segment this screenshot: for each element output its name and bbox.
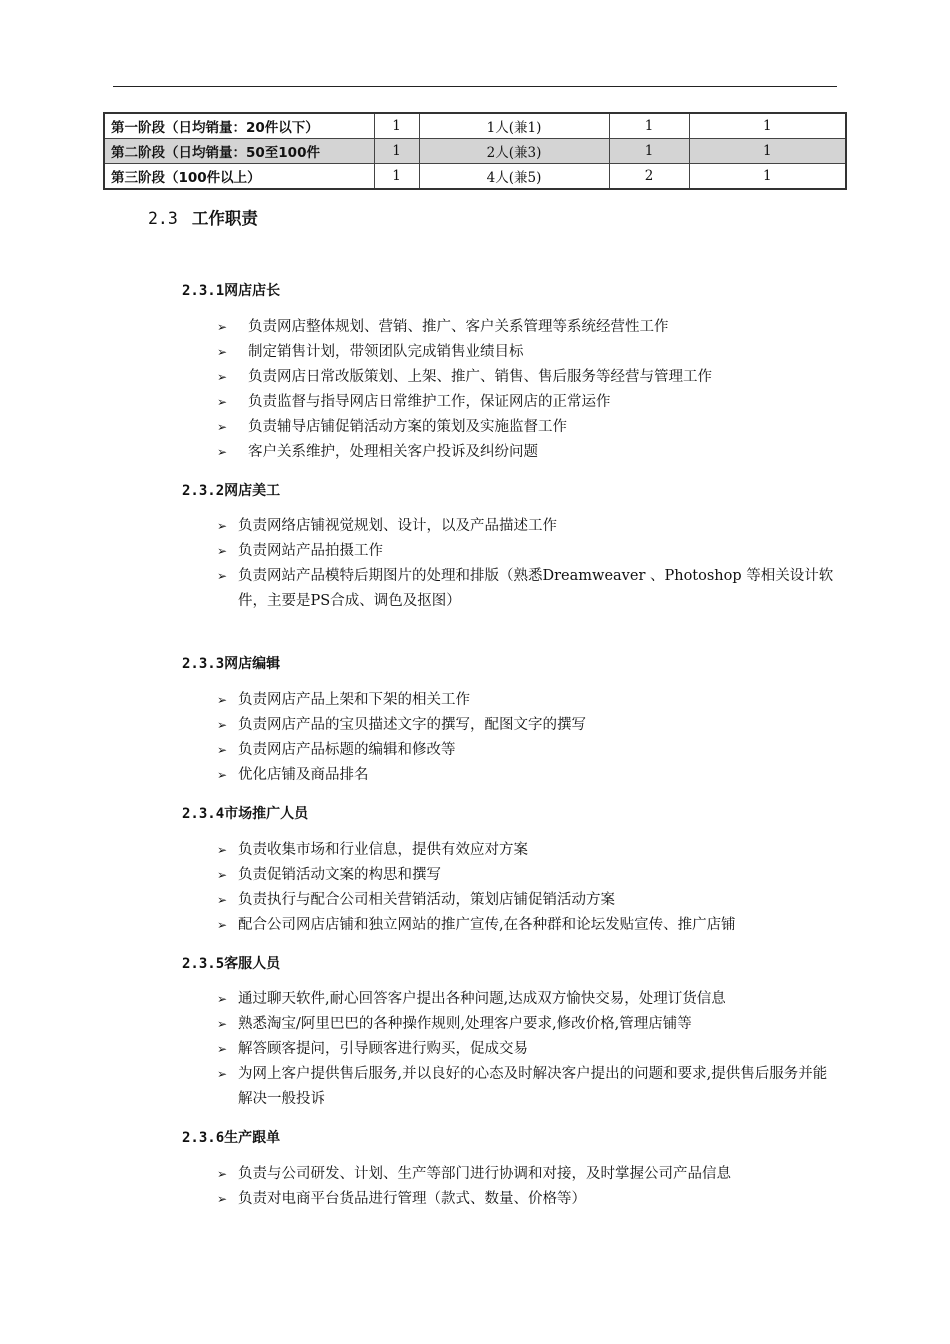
list-item: [217, 1187, 840, 1212]
subsection-number: 2.3.6: [182, 1130, 225, 1146]
subsection-heading: [182, 803, 308, 823]
subsection-title: 生产跟单: [224, 1130, 281, 1146]
arrow-bullet-icon: ➢: [217, 420, 228, 434]
list-item-text: 负责网站产品拍摄工作: [238, 543, 383, 559]
subsection-number: 2.3.5: [182, 956, 225, 972]
list-item: [217, 1037, 840, 1062]
list-item-text: 负责网店产品标题的编辑和修改等: [238, 742, 456, 758]
arrow-bullet-icon: ➢: [217, 768, 228, 782]
subsection-title: 网店店长: [224, 283, 281, 299]
arrow-bullet-icon: ➢: [217, 395, 228, 409]
list-item: [217, 514, 840, 539]
arrow-bullet-icon: ➢: [217, 718, 228, 732]
subsection-heading: [182, 280, 280, 300]
column-3-cell: 2: [609, 164, 689, 190]
list-item: [217, 315, 840, 340]
list-item-text: 负责网站产品模特后期图片的处理和排版（熟悉Dreamweaver 、Photoshop 等相关设计软件，主要是PS合成、调色及抠图）: [238, 568, 834, 609]
subsection-heading: [182, 653, 280, 673]
list-item: [217, 688, 840, 713]
list-item-text: 负责网店整体规划、营销、推广、客户关系管理等系统经营性工作: [248, 319, 669, 335]
subsection-heading: [182, 953, 280, 973]
subsection-title: 市场推广人员: [224, 806, 309, 822]
arrow-bullet-icon: ➢: [217, 893, 228, 907]
list-item: [217, 763, 840, 788]
subsection-number: 2.3.3: [182, 656, 225, 672]
subsection-title: 网店美工: [224, 483, 281, 499]
column-2-cell: 1人(兼1): [419, 113, 609, 139]
subsection-heading: [182, 480, 280, 500]
list-item: [217, 1012, 840, 1037]
arrow-bullet-icon: ➢: [217, 445, 228, 459]
arrow-bullet-icon: ➢: [217, 1167, 228, 1181]
table-row: [104, 113, 846, 139]
subsection-number: 2.3.1: [182, 283, 225, 299]
arrow-bullet-icon: ➢: [217, 743, 228, 757]
subsection-heading: [182, 1127, 280, 1147]
list-item-text: 负责网店产品的宝贝描述文字的撰写，配图文字的撰写: [238, 717, 586, 733]
table-row: [104, 164, 846, 190]
arrow-bullet-icon: ➢: [217, 992, 228, 1006]
arrow-bullet-icon: ➢: [217, 1017, 228, 1031]
list-item: [217, 390, 840, 415]
arrow-bullet-icon: ➢: [217, 843, 228, 857]
column-1-cell: 1: [374, 139, 419, 164]
stage-cell: 第二阶段（日均销量：50至100件: [104, 139, 374, 164]
list-item-text: 负责辅导店铺促销活动方案的策划及实施监督工作: [248, 419, 567, 435]
list-item-text: 优化店铺及商品排名: [238, 767, 369, 783]
list-item: [217, 564, 840, 614]
arrow-bullet-icon: ➢: [217, 569, 228, 583]
column-3-cell: 1: [609, 139, 689, 164]
column-1-cell: 1: [374, 113, 419, 139]
list-item: [217, 1062, 840, 1112]
arrow-bullet-icon: ➢: [217, 918, 228, 932]
column-2-cell: 4人(兼5): [419, 164, 609, 190]
list-item-text: 负责执行与配合公司相关营销活动，策划店铺促销活动方案: [238, 892, 615, 908]
list-item-text: 制定销售计划，带领团队完成销售业绩目标: [248, 344, 524, 360]
header-rule: [113, 86, 837, 87]
list-item: [217, 713, 840, 738]
list-item-text: 通过聊天软件,耐心回答客户提出各种问题,达成双方愉快交易，处理订货信息: [238, 991, 726, 1007]
column-4-cell: 1: [689, 139, 846, 164]
list-item: [217, 888, 840, 913]
list-item: [217, 415, 840, 440]
section-number: 2.3: [148, 209, 178, 228]
list-item-text: 客户关系维护，处理相关客户投诉及纠纷问题: [248, 444, 538, 460]
column-1-cell: 1: [374, 164, 419, 190]
column-3-cell: 1: [609, 113, 689, 139]
arrow-bullet-icon: ➢: [217, 544, 228, 558]
list-item: [217, 440, 840, 465]
table-row: [104, 139, 846, 164]
subsection-number: 2.3.4: [182, 806, 225, 822]
arrow-bullet-icon: ➢: [217, 868, 228, 882]
list-item-text: 负责收集市场和行业信息，提供有效应对方案: [238, 842, 528, 858]
list-item: [217, 913, 840, 938]
list-item-text: 解答顾客提问，引导顾客进行购买，促成交易: [238, 1041, 528, 1057]
list-item: [217, 1162, 840, 1187]
list-item: [217, 365, 840, 390]
arrow-bullet-icon: ➢: [217, 693, 228, 707]
list-item: [217, 838, 840, 863]
column-2-cell: 2人(兼3): [419, 139, 609, 164]
list-item: [217, 539, 840, 564]
stage-cell: 第三阶段（100件以上）: [104, 164, 374, 190]
arrow-bullet-icon: ➢: [217, 320, 228, 334]
list-item-text: 配合公司网店店铺和独立网站的推广宣传,在各种群和论坛发贴宣传、推广店铺: [238, 917, 736, 933]
list-item-text: 负责监督与指导网店日常维护工作，保证网店的正常运作: [248, 394, 611, 410]
list-item-text: 负责网络店铺视觉规划、设计，以及产品描述工作: [238, 518, 557, 534]
list-item-text: 熟悉淘宝/阿里巴巴的各种操作规则,处理客户要求,修改价格,管理店铺等: [238, 1016, 692, 1032]
list-item: [217, 987, 840, 1012]
column-4-cell: 1: [689, 164, 846, 190]
arrow-bullet-icon: ➢: [217, 370, 228, 384]
staffing-table: [103, 112, 847, 190]
section-title: 工作职责: [191, 209, 258, 228]
list-item: [217, 863, 840, 888]
stage-cell: 第一阶段（日均销量：20件以下）: [104, 113, 374, 139]
subsection-title: 网店编辑: [224, 656, 281, 672]
list-item-text: 负责网店产品上架和下架的相关工作: [238, 692, 470, 708]
arrow-bullet-icon: ➢: [217, 345, 228, 359]
list-item-text: 为网上客户提供售后服务,并以良好的心态及时解决客户提出的问题和要求,提供售后服务并能解决一般投诉: [238, 1066, 828, 1107]
arrow-bullet-icon: ➢: [217, 1192, 228, 1206]
list-item-text: 负责网店日常改版策划、上架、推广、销售、售后服务等经营与管理工作: [248, 369, 712, 385]
list-item: [217, 340, 840, 365]
subsection-title: 客服人员: [224, 956, 281, 972]
subsection-number: 2.3.2: [182, 483, 225, 499]
section-heading: [148, 205, 258, 229]
arrow-bullet-icon: ➢: [217, 1067, 228, 1081]
arrow-bullet-icon: ➢: [217, 1042, 228, 1056]
column-4-cell: 1: [689, 113, 846, 139]
list-item-text: 负责对电商平台货品进行管理（款式、数量、价格等）: [238, 1191, 586, 1207]
list-item-text: 负责与公司研发、计划、生产等部门进行协调和对接，及时掌握公司产品信息: [238, 1166, 731, 1182]
list-item: [217, 738, 840, 763]
arrow-bullet-icon: ➢: [217, 519, 228, 533]
list-item-text: 负责促销活动文案的构思和撰写: [238, 867, 441, 883]
